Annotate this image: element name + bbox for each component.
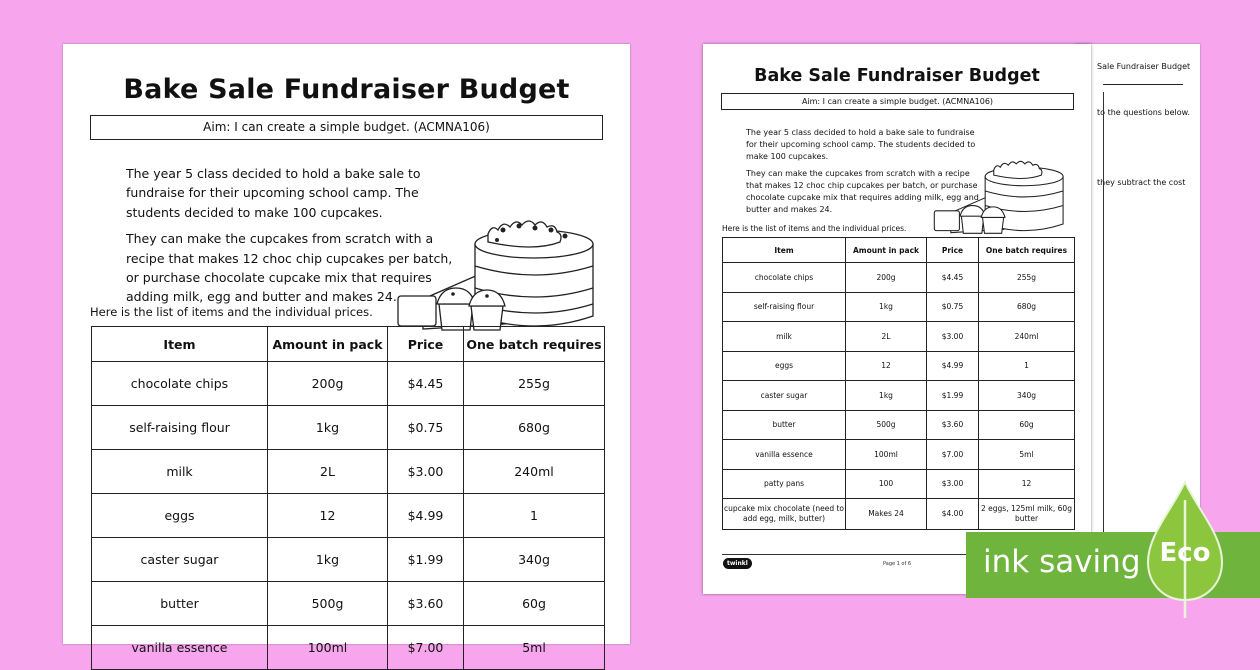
page-3-line: to the questions below. [1097, 108, 1190, 117]
cell-item: vanilla essence [92, 626, 268, 670]
cell-price: $7.00 [927, 440, 979, 470]
cell-amount: 1kg [268, 406, 388, 450]
cell-item: eggs [723, 351, 846, 381]
price-table [91, 326, 605, 670]
cell-price: $4.99 [927, 351, 979, 381]
cell-amount: 200g [846, 263, 927, 293]
cell-amount: 12 [846, 351, 927, 381]
table-row [92, 406, 605, 450]
cell-batch: 340g [464, 538, 605, 582]
cell-item: vanilla essence [723, 440, 846, 470]
cell-batch: 240ml [979, 322, 1075, 352]
price-list-note: Here is the list of items and the individual prices. [722, 224, 907, 233]
cell-amount: 500g [268, 582, 388, 626]
cell-amount: 100 [846, 469, 927, 499]
ink-saving-label: ink saving [983, 544, 1141, 580]
table-row [92, 362, 605, 406]
cell-price: $1.99 [388, 538, 464, 582]
table-row [723, 469, 1075, 499]
cell-item: chocolate chips [92, 362, 268, 406]
cell-price: $7.00 [388, 626, 464, 670]
cell-batch: 1 [979, 351, 1075, 381]
header-amount: Amount in pack [846, 238, 927, 263]
cell-batch: 340g [979, 381, 1075, 411]
cell-price: $3.00 [927, 322, 979, 352]
page-number: Page 1 of 6 [882, 561, 912, 567]
table-row [92, 450, 605, 494]
table-header-row [723, 238, 1075, 263]
eco-leaf-badge [1146, 480, 1224, 620]
price-table [722, 237, 1075, 530]
cell-batch: 60g [464, 582, 605, 626]
cell-item: caster sugar [723, 381, 846, 411]
cell-price: $3.00 [388, 450, 464, 494]
cell-amount: 2L [846, 322, 927, 352]
cell-batch: 255g [464, 362, 605, 406]
page-3-title: Sale Fundraiser Budget [1097, 62, 1191, 71]
cell-price: $4.45 [927, 263, 979, 293]
worksheet-title: Bake Sale Fundraiser Budget [754, 66, 1040, 86]
aim-box: Aim: I can create a simple budget. (ACMNA106) [90, 115, 603, 140]
cell-price: $4.45 [388, 362, 464, 406]
table-row [723, 499, 1075, 530]
header-batch: One batch requires [464, 327, 605, 362]
intro-paragraph-1: The year 5 class decided to hold a bake sale to fundraise for their upcoming school camp. The students decided to make 100 cupcakes. [746, 128, 976, 161]
table-row [723, 381, 1075, 411]
worksheet-title: Bake Sale Fundraiser Budget [123, 74, 570, 105]
cake-illustration [931, 144, 1073, 242]
cell-price: $3.00 [927, 469, 979, 499]
table-row [723, 440, 1075, 470]
header-batch: One batch requires [979, 238, 1075, 263]
cell-item: self-raising flour [92, 406, 268, 450]
cell-item: self-raising flour [723, 292, 846, 322]
header-price: Price [388, 327, 464, 362]
cell-item: milk [723, 322, 846, 352]
table-row [92, 626, 605, 670]
cell-amount: 200g [268, 362, 388, 406]
cell-batch: 5ml [464, 626, 605, 670]
aim-box: Aim: I can create a simple budget. (ACMNA106) [721, 93, 1074, 110]
price-list-note: Here is the list of items and the individual prices. [90, 305, 373, 319]
cell-batch: 255g [979, 263, 1075, 293]
cell-price: $4.99 [388, 494, 464, 538]
twinkl-logo: twinkl [723, 558, 752, 569]
cell-item: butter [92, 582, 268, 626]
intro-paragraph-2: They can make the cupcakes from scratch with a recipe that makes 12 choc chip cupcakes per batch, or purchase chocolate cupcake mix that requires adding milk, egg and butter and makes 24. [746, 169, 979, 214]
cell-batch: 5ml [979, 440, 1075, 470]
cell-batch: 2 eggs, 125ml milk, 60g butter [979, 499, 1075, 530]
cell-amount: 500g [846, 410, 927, 440]
cell-amount: Makes 24 [846, 499, 927, 530]
header-item: Item [92, 327, 268, 362]
cell-price: $4.00 [927, 499, 979, 530]
cell-amount: 2L [268, 450, 388, 494]
cell-price: $0.75 [927, 292, 979, 322]
cell-amount: 1kg [268, 538, 388, 582]
table-row [92, 494, 605, 538]
cell-amount: 1kg [846, 381, 927, 411]
cell-price: $3.60 [927, 410, 979, 440]
worksheet-page-main [63, 44, 630, 655]
cell-item: cupcake mix chocolate (need to add egg, milk, butter) [723, 499, 846, 530]
table-row [723, 263, 1075, 293]
cell-batch: 240ml [464, 450, 605, 494]
cell-item: patty pans [723, 469, 846, 499]
header-amount: Amount in pack [268, 327, 388, 362]
header-price: Price [927, 238, 979, 263]
page-3-line: they subtract the cost [1097, 178, 1186, 187]
cell-batch: 680g [979, 292, 1075, 322]
cell-amount: 1kg [846, 292, 927, 322]
table-row [723, 322, 1075, 352]
table-row [723, 292, 1075, 322]
table-row [723, 351, 1075, 381]
cell-price: $0.75 [388, 406, 464, 450]
cell-amount: 100ml [846, 440, 927, 470]
cell-item: chocolate chips [723, 263, 846, 293]
cell-batch: 60g [979, 410, 1075, 440]
cell-batch: 680g [464, 406, 605, 450]
cell-price: $3.60 [388, 582, 464, 626]
table-row [723, 410, 1075, 440]
cell-item: caster sugar [92, 538, 268, 582]
eco-label: Eco [1159, 538, 1211, 568]
cake-illustration [393, 204, 608, 334]
page-3-rule [1103, 84, 1183, 85]
cell-batch: 12 [979, 469, 1075, 499]
cell-item: butter [723, 410, 846, 440]
cell-amount: 100ml [268, 626, 388, 670]
table-header-row [92, 327, 605, 362]
intro-paragraph-2: They can make the cupcakes from scratch with a recipe that makes 12 choc chip cupcakes per batch, or purchase chocolate cupcake mix that requires adding milk, egg and butter and makes 24. [126, 231, 453, 305]
table-row [92, 582, 605, 626]
header-item: Item [723, 238, 846, 263]
cell-amount: 12 [268, 494, 388, 538]
cell-item: eggs [92, 494, 268, 538]
cell-batch: 1 [464, 494, 605, 538]
intro-paragraph-1: The year 5 class decided to hold a bake sale to fundraise for their upcoming school camp. The students decided to make 100 cupcakes. [126, 166, 421, 220]
cell-item: milk [92, 450, 268, 494]
table-row [92, 538, 605, 582]
worksheet-page-preview [703, 44, 1091, 594]
cell-price: $1.99 [927, 381, 979, 411]
